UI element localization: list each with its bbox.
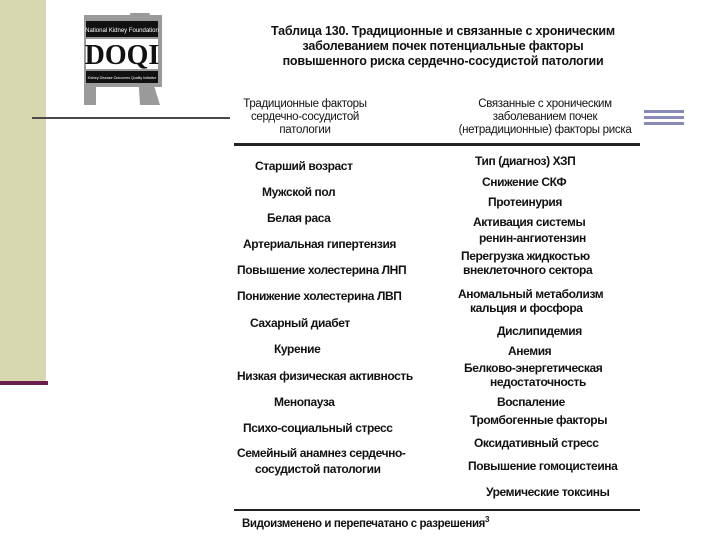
table-title-line: заболеванием почек потенциальные факторы [302,39,584,53]
factor-traditional: сосудистой патологии [255,462,381,476]
factor-traditional: Артериальная гипертензия [243,237,397,251]
logo-acronym-text: DOQI [84,40,160,71]
decorative-stripes [644,110,684,128]
factor-traditional: Мужской пол [262,185,336,199]
header-line: Связанные с хроническим [478,98,612,110]
factor-traditional: Понижение холестерина ЛВП [237,289,402,303]
header-line: (нетрадиционные) факторы риска [458,124,632,136]
factor-nontraditional: Активация системы [473,215,586,229]
table-footer [242,515,489,530]
factor-traditional: Менопауза [274,395,335,409]
factor-nontraditional: Тромбогенные факторы [470,413,608,427]
factor-nontraditional: Анемия [508,344,552,358]
header-line: заболеванием почек [492,111,598,123]
table-title-line: Таблица 130. Традиционные и связанные с хроническим [271,24,615,38]
header-rule [234,143,640,146]
bottom-rule [234,509,640,511]
factor-nontraditional: Оксидативный стресс [474,436,599,450]
factor-nontraditional: Тип (диагноз) ХЗП [475,154,576,168]
factor-nontraditional: Протеинурия [488,195,562,209]
factor-traditional: Семейный анамнез сердечно- [237,446,406,460]
header-nontraditional [446,98,644,137]
factor-nontraditional: Белково-энергетическая [464,361,603,375]
factor-nontraditional: Уремические токсины [486,485,610,499]
factor-traditional: Сахарный диабет [250,316,350,330]
footer-text: Видоизменено и перепечатано с разрешения [242,517,485,530]
header-traditional [236,98,374,137]
factor-nontraditional: Аномальный метаболизм [458,287,604,301]
header-line: патологии [279,124,331,136]
factor-nontraditional: Воспаление [497,395,565,409]
factor-nontraditional: кальция и фосфора [470,301,583,315]
factor-nontraditional: Снижение СКФ [482,175,567,189]
sidebar-band [0,0,46,384]
factor-traditional: Повышение холестерина ЛНП [237,263,407,277]
factor-nontraditional: Повышение гомоцистеина [468,459,618,473]
table-title-line: повышенного риска сердечно-сосудистой патологии [282,54,604,68]
factor-traditional: Белая раса [267,211,331,225]
factor-nontraditional: внеклеточного сектора [463,263,593,277]
factor-nontraditional: Дислипидемия [497,324,582,338]
factor-nontraditional: Перегрузка жидкостью [461,249,590,263]
footer-reference: 3 [484,515,490,524]
factor-traditional: Психо-социальный стресс [243,421,393,435]
header-line: сердечно-сосудистой [250,111,360,123]
factor-traditional: Низкая физическая активность [237,369,413,383]
logo-foundation-text: National Kidney Foundation [85,28,159,34]
logo-tagline-text: Kidney Disease Outcomes Quality Initiative [87,76,157,80]
factor-traditional: Курение [274,342,321,356]
sidebar-accent-rule [0,381,48,385]
title-underline-left [32,117,230,119]
nkf-doqi-logo [78,13,188,105]
factor-traditional: Старший возраст [255,159,353,173]
factor-nontraditional: недостаточность [490,375,587,389]
factor-nontraditional: ренин-ангиотензин [479,231,586,245]
table-title [238,24,648,69]
header-line: Традиционные факторы [243,98,367,110]
